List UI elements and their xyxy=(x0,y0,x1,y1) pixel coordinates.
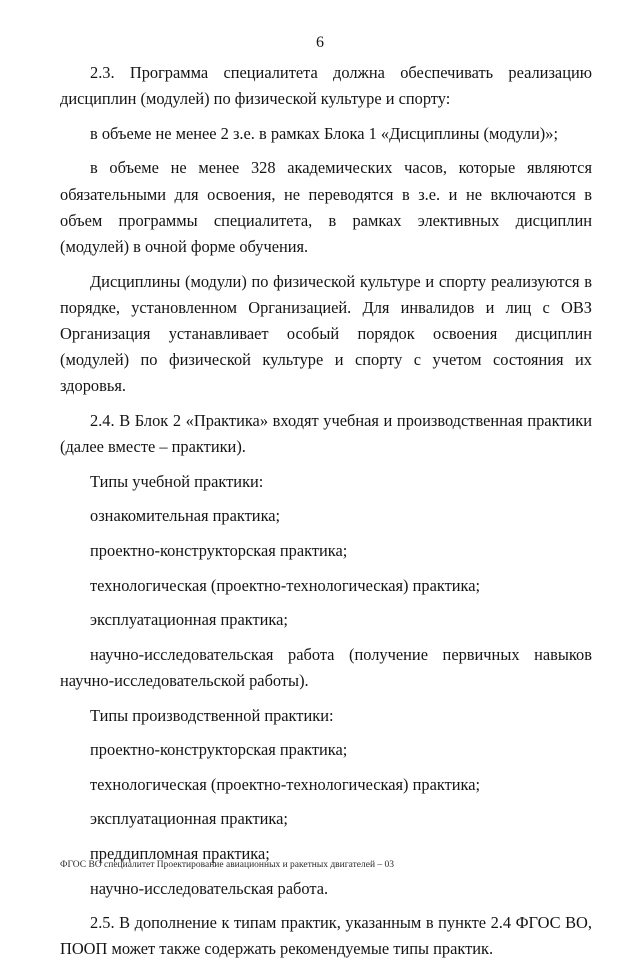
list-item: технологическая (проектно-технологическая) практика; xyxy=(90,774,481,794)
document-body xyxy=(60,60,592,971)
paragraph: научно-исследовательская работа (получение первичных навыков научно-исследовательской работы). xyxy=(60,644,592,690)
paragraph: 2.4. В Блок 2 «Практика» входят учебная и производственная практики (далее вместе – практики). xyxy=(60,411,592,457)
list-item: проектно-конструкторская практика; xyxy=(90,740,348,760)
document-footer: ФГОС ВО специалитет Проектирование авиационных и ракетных двигателей – 03 xyxy=(60,860,395,870)
list-item: преддипломная практика; xyxy=(90,843,270,863)
list-item: Типы производственной практики: xyxy=(90,705,334,725)
list-item: в объеме не менее 2 з.е. в рамках Блока 1 «Дисциплины (модули)»; xyxy=(90,123,559,143)
paragraph: Дисциплины (модули) по физической культуре и спорту реализуются в порядке, установленном Организацией. Для инвалидов и лиц с ОВЗ Организация устанавливает особый порядок освоения дисциплин (модулей) по физической культуре и спорту с учетом состояния их здоровья. xyxy=(60,271,592,396)
list-item: эксплуатационная практика; xyxy=(90,809,288,829)
list-item: проектно-конструкторская практика; xyxy=(90,540,348,560)
paragraph: 2.3. Программа специалитета должна обеспечивать реализацию дисциплин (модулей) по физической культуре и спорту: xyxy=(60,63,592,109)
list-item: технологическая (проектно-технологическая) практика; xyxy=(90,575,481,595)
paragraph: в объеме не менее 328 академических часов, которые являются обязательными для освоения, не переводятся в з.е. и не включаются в объем программы специалитета, в рамках элективных дисциплин (модулей) в очной форме обучения. xyxy=(60,158,592,256)
list-item: Типы учебной практики: xyxy=(90,471,264,491)
paragraph: 2.5. В дополнение к типам практик, указанным в пункте 2.4 ФГОС ВО, ПООП может также содержать рекомендуемые типы практик. xyxy=(60,913,592,959)
page-number: 6 xyxy=(316,34,324,51)
list-item: ознакомительная практика; xyxy=(90,506,281,526)
list-item: научно-исследовательская работа. xyxy=(90,878,329,898)
list-item: эксплуатационная практика; xyxy=(90,610,288,630)
